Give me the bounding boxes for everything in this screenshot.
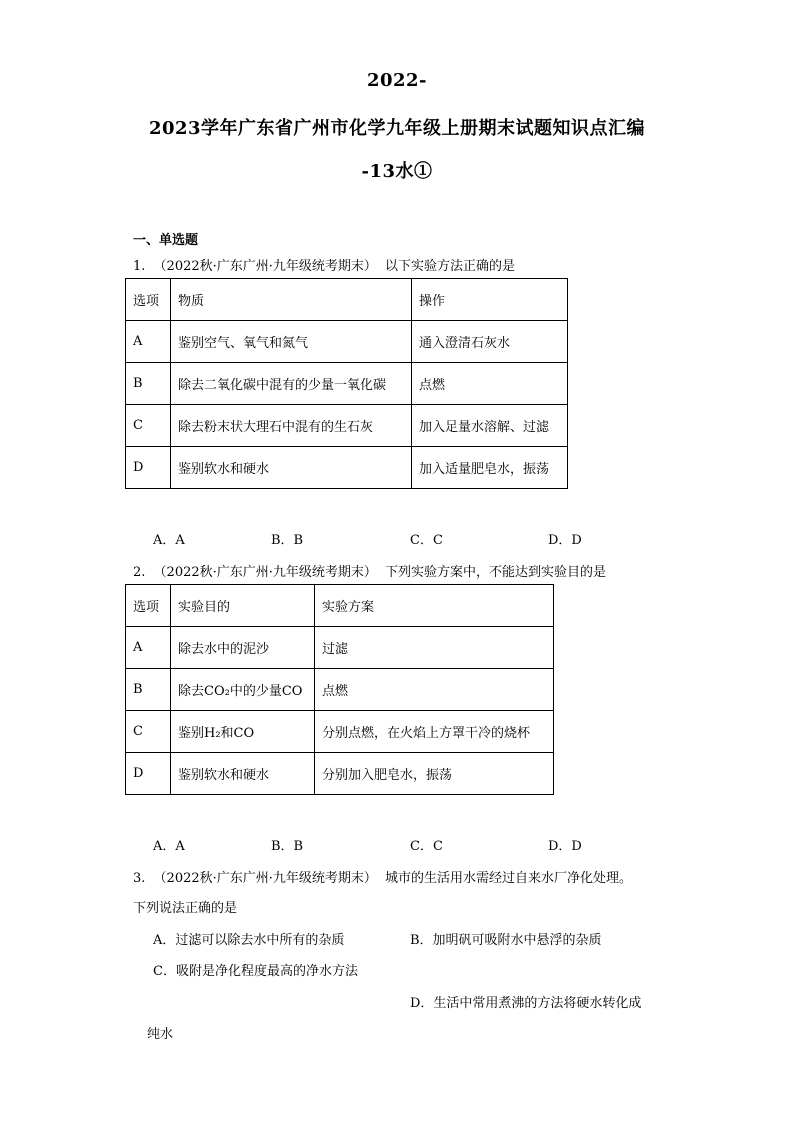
choice-b[interactable]: B．B	[271, 533, 304, 548]
question-2-source: （2022秋·广东广州·九年级统考期末）	[153, 565, 377, 580]
question-1-stem	[133, 255, 515, 274]
choice-d-continued: 纯水	[147, 1027, 174, 1042]
question-1-text: 以下实验方法正确的是	[385, 259, 516, 274]
question-2-table	[125, 584, 554, 795]
table-cell: A	[126, 321, 171, 363]
question-3-source: （2022秋·广东广州·九年级统考期末）	[153, 871, 377, 886]
table-cell: C	[126, 711, 171, 753]
choice-a[interactable]: A．A	[153, 533, 185, 548]
table-header-row	[126, 585, 554, 627]
doc-title-line-2: 2023学年广东省广州市化学九年级上册期末试题知识点汇编	[148, 118, 646, 139]
table-cell: 除去粉末状大理石中混有的生石灰	[171, 405, 412, 447]
table-row	[126, 321, 568, 363]
table-cell: 加入足量水溶解、过滤	[412, 405, 568, 447]
choice-b[interactable]: B．B	[271, 839, 304, 854]
question-3-stem	[133, 867, 632, 886]
table-cell: 分别加入肥皂水，振荡	[315, 753, 554, 795]
table-row	[126, 405, 568, 447]
question-2-number: 2.	[133, 565, 146, 580]
question-1-number: 1.	[133, 259, 146, 274]
table-row	[126, 447, 568, 489]
table-cell: B	[126, 363, 171, 405]
table-cell: 点燃	[412, 363, 568, 405]
choice-b[interactable]: B．加明矾可吸附水中悬浮的杂质	[410, 933, 602, 948]
table-header-cell: 实验目的	[171, 585, 315, 627]
table-header-cell: 选项	[126, 585, 171, 627]
doc-title-line-3: -13水①	[361, 161, 433, 182]
question-3-text: 城市的生活用水需经过自来水厂净化处理。	[385, 871, 633, 886]
question-2-stem	[133, 561, 606, 580]
choice-c[interactable]: C．吸附是净化程度最高的净水方法	[153, 964, 358, 979]
table-cell: 除去二氧化碳中混有的少量一氧化碳	[171, 363, 412, 405]
table-cell: 鉴别软水和硬水	[171, 447, 412, 489]
doc-title-line-1: 2022-	[366, 70, 428, 91]
choice-c[interactable]: C．C	[410, 533, 443, 548]
table-header-cell: 选项	[126, 279, 171, 321]
choice-d[interactable]: D．D	[548, 839, 582, 854]
choice-a[interactable]: A．过滤可以除去水中所有的杂质	[153, 933, 345, 948]
table-row	[126, 627, 554, 669]
table-cell: 鉴别空气、氧气和氮气	[171, 321, 412, 363]
table-cell: 除去CO₂中的少量CO	[171, 669, 315, 711]
table-cell: C	[126, 405, 171, 447]
question-3-number: 3.	[133, 871, 146, 886]
table-cell: 分别点燃，在火焰上方罩干冷的烧杯	[315, 711, 554, 753]
table-header-cell: 物质	[171, 279, 412, 321]
table-header-row	[126, 279, 568, 321]
table-cell: 鉴别H₂和CO	[171, 711, 315, 753]
table-row	[126, 711, 554, 753]
table-cell: D	[126, 447, 171, 489]
table-cell: 加入适量肥皂水，振荡	[412, 447, 568, 489]
table-cell: A	[126, 627, 171, 669]
question-2-text: 下列实验方案中，不能达到实验目的是	[385, 565, 607, 580]
table-cell: 鉴别软水和硬水	[171, 753, 315, 795]
choice-a[interactable]: A．A	[153, 839, 185, 854]
table-header-cell: 操作	[412, 279, 568, 321]
table-cell: D	[126, 753, 171, 795]
table-cell: B	[126, 669, 171, 711]
table-row	[126, 669, 554, 711]
table-cell: 除去水中的泥沙	[171, 627, 315, 669]
table-cell: 过滤	[315, 627, 554, 669]
choice-d[interactable]: D．D	[548, 533, 582, 548]
question-3-stem-continued: 下列说法正确的是	[133, 901, 238, 916]
table-header-cell: 实验方案	[315, 585, 554, 627]
choice-d[interactable]: D．生活中常用煮沸的方法将硬水转化成	[410, 996, 642, 1011]
table-cell: 通入澄清石灰水	[412, 321, 568, 363]
section-heading: 一、单选题	[133, 233, 199, 248]
choice-c[interactable]: C．C	[410, 839, 443, 854]
question-1-table	[125, 278, 568, 489]
table-row	[126, 363, 568, 405]
table-cell: 点燃	[315, 669, 554, 711]
question-1-source: （2022秋·广东广州·九年级统考期末）	[153, 259, 377, 274]
table-row	[126, 753, 554, 795]
